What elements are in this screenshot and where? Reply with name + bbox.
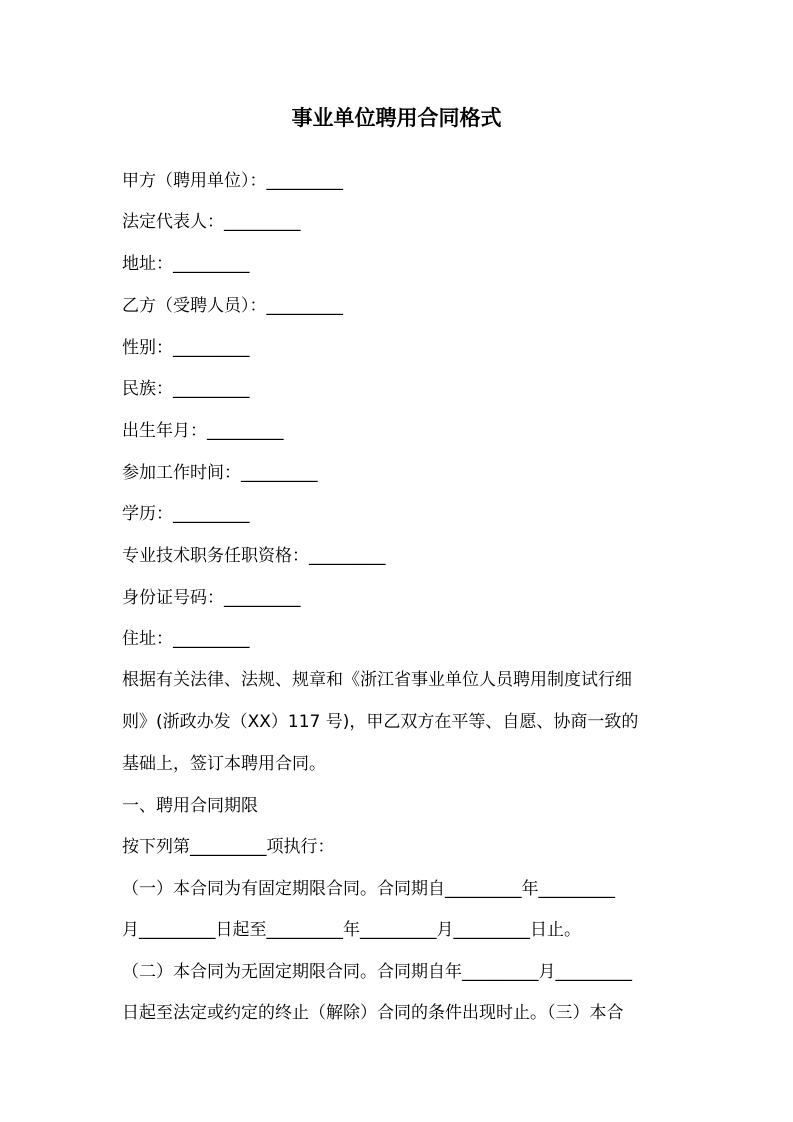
section-heading: 一、聘用合同期限	[122, 796, 258, 816]
preamble-line: 根据有关法律、法规、规章和《浙江省事业单位人员聘用制度试行细	[122, 670, 632, 690]
field-id-number: 身份证号码：_________	[122, 588, 301, 608]
preamble-line: 则》(浙政办发（XX）117 号)，甲乙双方在平等、自愿、协商一致的	[122, 712, 639, 732]
field-party-a: 甲方（聘用单位）：_________	[122, 171, 343, 191]
field-birth-date: 出生年月：_________	[122, 421, 284, 441]
field-education: 学历：_________	[122, 504, 250, 524]
page-title: 事业单位聘用合同格式	[291, 106, 502, 130]
field-ethnicity: 民族：_________	[122, 379, 250, 399]
clause-line: （二）本合同为无固定期限合同。合同期自年_________月_________	[122, 962, 632, 982]
field-legal-representative: 法定代表人：_________	[122, 212, 301, 232]
clause-line: （一）本合同为有固定期限合同。合同期自_________年_________	[122, 879, 615, 899]
field-work-start-date: 参加工作时间：_________	[122, 463, 318, 483]
preamble-line: 基础上，签订本聘用合同。	[122, 754, 326, 774]
clause-line: 月_________日起至_________年_________月_________日止。	[122, 920, 581, 940]
clause-line: 按下列第_________项执行：	[122, 837, 335, 857]
field-gender: 性别：_________	[122, 338, 250, 358]
field-address: 地址：_________	[122, 254, 250, 274]
field-residence: 住址：_________	[122, 629, 250, 649]
field-party-b: 乙方（受聘人员）：_________	[122, 296, 343, 316]
clause-line: 日起至法定或约定的终止（解除）合同的条件出现时止。（三）本合	[122, 1003, 624, 1023]
field-professional-qualification: 专业技术职务任职资格：_________	[122, 546, 386, 566]
